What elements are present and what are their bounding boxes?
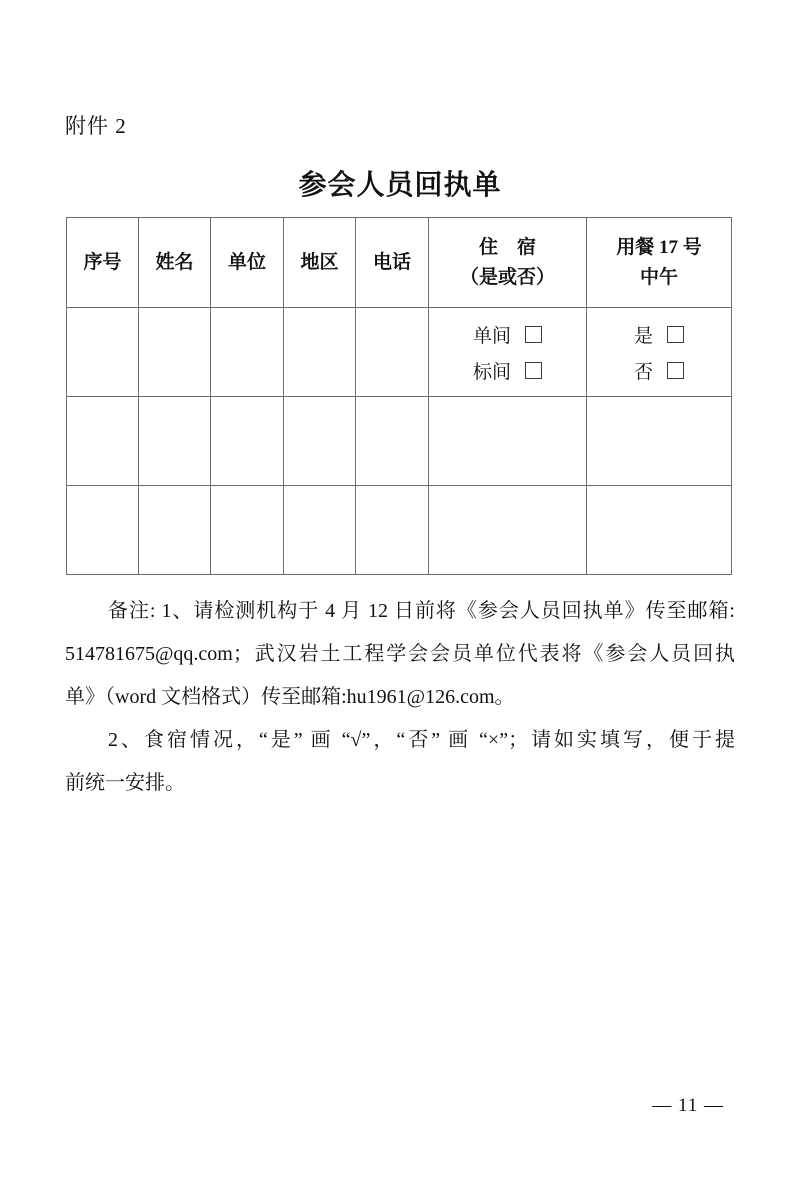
header-meal-line1: 用餐 17 号 bbox=[616, 237, 702, 259]
attachment-label: 附件 2 bbox=[65, 114, 127, 138]
table-row-2 bbox=[67, 397, 732, 486]
cell-empty bbox=[587, 486, 732, 575]
table-row-1 bbox=[67, 308, 732, 397]
meal-no-checkbox[interactable] bbox=[667, 362, 684, 379]
cell-empty bbox=[284, 486, 356, 575]
note-line-3: 单》（word 文档格式）传至邮箱:hu1961@126.com。 bbox=[65, 686, 515, 708]
cell-name-empty bbox=[139, 308, 211, 397]
standard-room-label: 标间 bbox=[472, 361, 511, 383]
meal-option-yes bbox=[634, 321, 684, 348]
cell-accommodation-options bbox=[429, 308, 587, 397]
notes-section bbox=[65, 590, 735, 805]
header-serial-number: 序号 bbox=[67, 218, 139, 308]
page-number: — 11 — bbox=[652, 1095, 724, 1116]
standard-room-checkbox[interactable] bbox=[525, 362, 542, 379]
cell-empty bbox=[429, 486, 587, 575]
accommodation-option-standard-room bbox=[473, 357, 542, 384]
note-line-4: 2、食宿情况，“是” 画 “√”，“否” 画 “×”；请如实填写，便于提 bbox=[108, 729, 735, 751]
cell-phone-empty bbox=[356, 308, 429, 397]
cell-meal-options bbox=[587, 308, 732, 397]
header-region: 地区 bbox=[284, 218, 356, 308]
cell-empty bbox=[211, 486, 284, 575]
meal-option-no bbox=[634, 357, 684, 384]
header-name: 姓名 bbox=[139, 218, 211, 308]
cell-empty bbox=[587, 397, 732, 486]
cell-empty bbox=[67, 486, 139, 575]
cell-empty bbox=[356, 397, 429, 486]
header-phone: 电话 bbox=[356, 218, 429, 308]
note-line-2: 514781675@qq.com；武汉岩土工程学会会员单位代表将《参会人员回执 bbox=[65, 643, 735, 665]
accommodation-option-single-room bbox=[473, 321, 542, 348]
page-title: 参会人员回执单 bbox=[298, 170, 502, 201]
header-meal bbox=[587, 218, 732, 308]
single-room-label: 单间 bbox=[472, 325, 511, 347]
cell-empty bbox=[67, 397, 139, 486]
cell-empty bbox=[139, 397, 211, 486]
header-accommodation-line2: （是或否） bbox=[459, 266, 555, 288]
meal-no-label: 否 bbox=[633, 361, 653, 383]
meal-yes-label: 是 bbox=[633, 325, 653, 347]
cell-empty bbox=[284, 397, 356, 486]
header-meal-line2: 中午 bbox=[639, 266, 678, 288]
cell-empty bbox=[139, 486, 211, 575]
cell-empty bbox=[356, 486, 429, 575]
cell-serial-empty bbox=[67, 308, 139, 397]
cell-organization-empty bbox=[211, 308, 284, 397]
header-accommodation bbox=[429, 218, 587, 308]
note-line-1: 备注: 1、请检测机构于 4 月 12 日前将《参会人员回执单》传至邮箱: bbox=[108, 600, 735, 622]
table-header-row bbox=[67, 218, 732, 308]
meal-yes-checkbox[interactable] bbox=[667, 326, 684, 343]
single-room-checkbox[interactable] bbox=[525, 326, 542, 343]
cell-region-empty bbox=[284, 308, 356, 397]
reply-form-table bbox=[66, 217, 732, 575]
cell-empty bbox=[429, 397, 587, 486]
header-accommodation-line1: 住 宿 bbox=[478, 237, 536, 259]
note-line-5: 前统一安排。 bbox=[65, 772, 185, 794]
header-organization: 单位 bbox=[211, 218, 284, 308]
table-row-3 bbox=[67, 486, 732, 575]
cell-empty bbox=[211, 397, 284, 486]
